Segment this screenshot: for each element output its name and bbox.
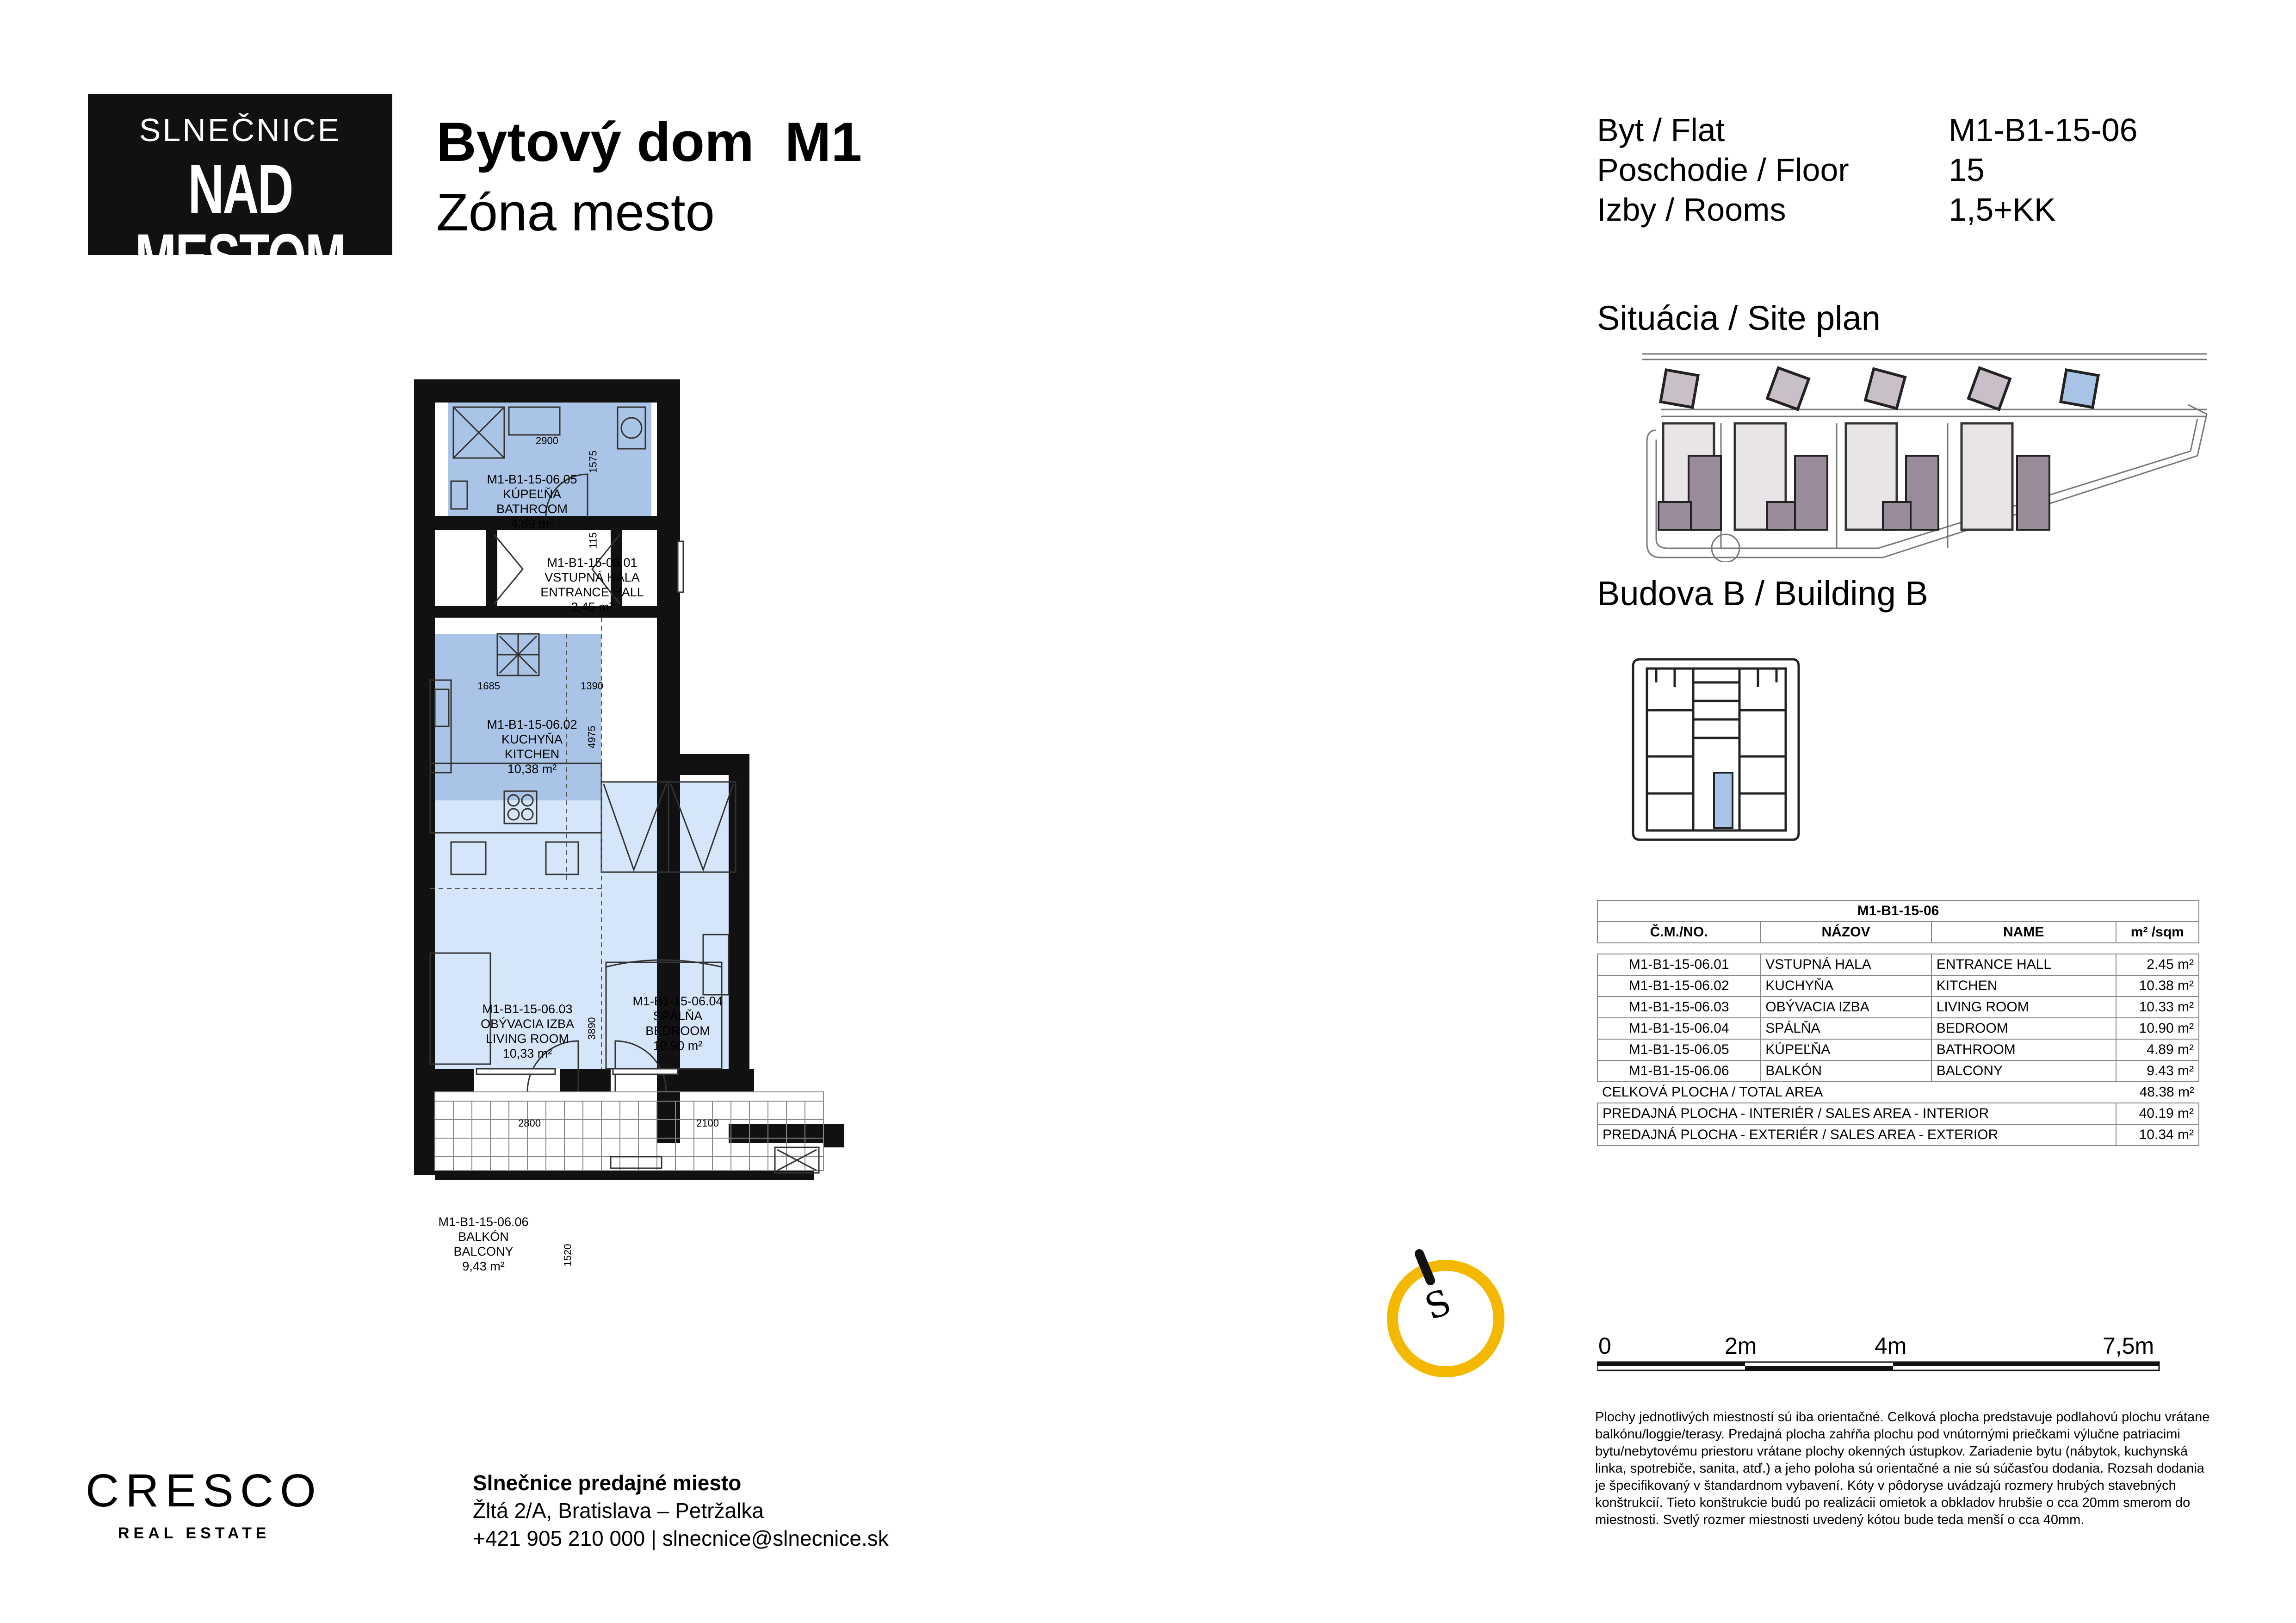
room-label-living: M1-B1-15-06.03 OBÝVACIA IZBA LIVING ROOM 10,33 m² (480, 1002, 575, 1060)
contact-phone-email[interactable]: +421 905 210 000 | slnecnice@slnecnice.sk (473, 1526, 889, 1550)
room-label-balcony: M1-B1-15-06.06 BALKÓN BALCONY 9,43 m² (438, 1215, 529, 1273)
rooms-value: 1,5+KK (1949, 192, 2056, 228)
scale-label: 0 (1598, 1333, 1611, 1359)
site-plan-title: Situácia / Site plan (1597, 299, 1881, 337)
table-row: M1-B1-15-06.05 KÚPEĽŇA BATHROOM 4.89 m² (1597, 1039, 2199, 1060)
flat-value: M1-B1-15-06 (1949, 112, 2138, 148)
contact-block (473, 1469, 889, 1552)
dim-label: 1390 (581, 680, 603, 692)
room-label-kitchen: M1-B1-15-06.02 KUCHYŇA KITCHEN 10,38 m² (487, 718, 577, 776)
building-title-b: Budova B / Building B (1597, 574, 1928, 613)
brand-line2: NAD MESTOM (135, 150, 346, 297)
table-row: M1-B1-15-06.04 SPÁLŇA BEDROOM 10.90 m² (1597, 1018, 2199, 1039)
dim-label: 1685 (477, 680, 500, 692)
dim-label: 2100 (696, 1117, 719, 1129)
dim-label: 2800 (518, 1117, 541, 1129)
table-caption: M1-B1-15-06 (1597, 900, 2199, 922)
brand-logo (88, 94, 392, 297)
developer-sub: REAL ESTATE (118, 1524, 271, 1542)
table-row: M1-B1-15-06.06 BALKÓN BALCONY 9.43 m² (1597, 1060, 2199, 1082)
dim-label: 1575 (587, 450, 599, 473)
room-label-bedroom: M1-B1-15-06.04 SPÁLŇA BEDROOM 10,90 m² (632, 994, 723, 1053)
scale-label: 7,5m (2103, 1333, 2154, 1359)
table-header: NAME (1931, 922, 2116, 943)
contact-address: Žltá 2/A, Bratislava – Petržalka (473, 1499, 764, 1523)
developer-logo: CRESCO (86, 1465, 322, 1517)
dim-label: 2900 (536, 435, 558, 446)
total-row: CELKOVÁ PLOCHA / TOTAL AREA 48.38 m² (1597, 1082, 2199, 1103)
building-key-plan (1628, 655, 1804, 844)
compass-letter: S (1419, 1281, 1456, 1328)
scale-bar (1597, 1360, 2161, 1374)
flat-label: Byt / Flat (1597, 112, 1725, 148)
dim-label: 3890 (586, 1017, 598, 1040)
building-title: Bytový dom M1 (436, 111, 862, 173)
scale-label: 2m (1725, 1333, 1757, 1359)
total-row: PREDAJNÁ PLOCHA - INTERIÉR / SALES AREA - INTERIOR 40.19 m² (1597, 1103, 2199, 1124)
table-row: M1-B1-15-06.03 OBÝVACIA IZBA LIVING ROOM 10.33 m² (1597, 997, 2199, 1018)
floor-value: 15 (1949, 152, 1985, 188)
area-table (1597, 900, 2199, 1146)
disclaimer-notes: Plochy jednotlivých miestností sú iba orientačné. Celková plocha predstavuje podlahovú plochu vrátane balkónu/loggie/terasy. Predajná plocha zahŕňa plochu pod vnútornými priečkami výlučne patriacimi bytu/nebytovému priestoru vrátane plochy okenných ústupkov. Zariadenie bytu (nábytok, kuchynská linka, spotrebiče, sanita, atď.) a jeho poloha sú orientačné a nie sú súčasťou dodania. Rozsah dodania je špecifikovaný v štandardnom vybavení. Kóty v pôdoryse uvádzajú rozmery hrubých stavebných konštrukcií. Tieto konštrukcie budú po realizácii omietok a obkladov hrubšie o cca 20mm smerom do miestnosti. Svetlý rozmer miestnosti uvedený kótou bude teda menší o cca 40mm. (1595, 1410, 2210, 1527)
dim-label: 115 (587, 532, 599, 549)
site-plan-drawing (1642, 349, 2211, 562)
zone-title: Zóna mesto (436, 183, 715, 242)
contact-office: Slnečnice predajné miesto (473, 1471, 742, 1495)
flat-info-values (1949, 110, 2138, 229)
total-row: PREDAJNÁ PLOCHA - EXTERIÉR / SALES AREA - EXTERIOR 10.34 m² (1597, 1124, 2199, 1146)
brand-line1: SLNEČNICE (139, 112, 341, 148)
dim-label: 4975 (586, 725, 598, 749)
floor-label: Poschodie / Floor (1597, 152, 1849, 188)
table-row: M1-B1-15-06.01 VSTUPNÁ HALA ENTRANCE HALL 2.45 m² (1597, 954, 2199, 975)
table-row: M1-B1-15-06.02 KUCHYŇA KITCHEN 10.38 m² (1597, 975, 2199, 997)
rooms-label: Izby / Rooms (1597, 192, 1786, 228)
room-label-bathroom: M1-B1-15-06.05 KÚPEĽŇA BATHROOM 4,89 m² (487, 472, 577, 531)
flat-info-labels (1597, 110, 1849, 229)
dim-label: 1520 (562, 1244, 574, 1267)
scale-label: 4m (1875, 1333, 1907, 1359)
table-header: m² /sqm (2116, 922, 2199, 943)
table-header: NÁZOV (1760, 922, 1931, 943)
room-label-entrance: M1-B1-15-06.01 VSTUPNÁ HALA ENTRANCE HALL 2,45 m² (540, 556, 644, 614)
table-header: Č.M./NO. (1597, 922, 1760, 943)
